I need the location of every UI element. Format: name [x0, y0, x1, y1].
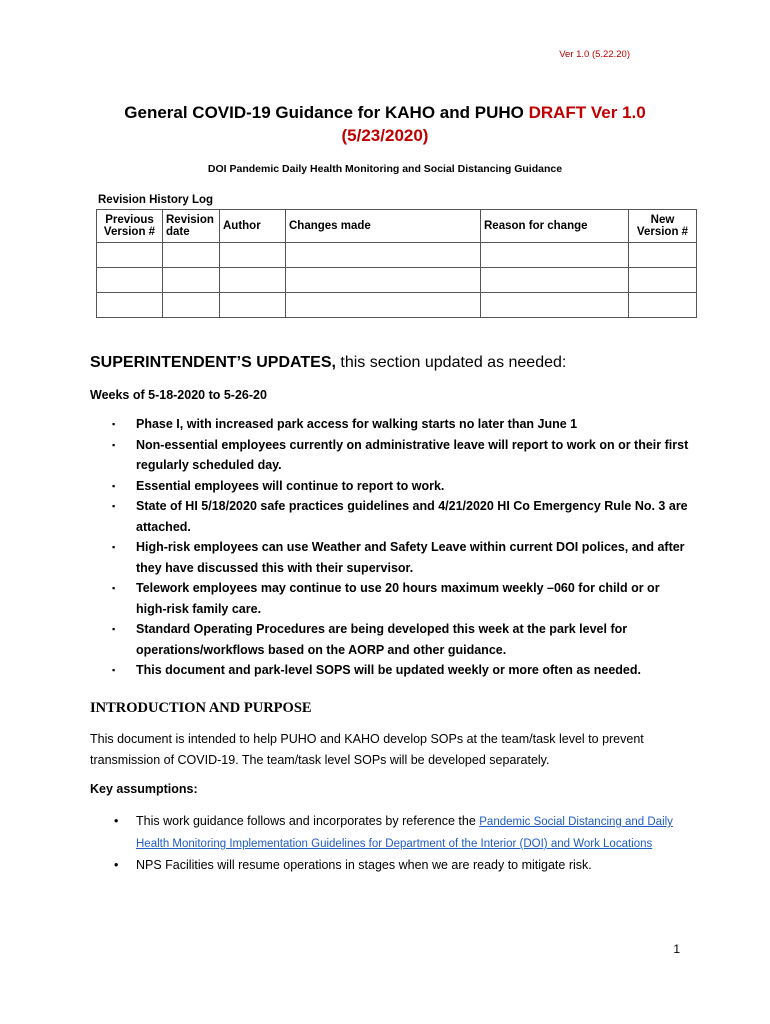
col-new-version: New Version # — [629, 210, 697, 243]
square-bullet-icon: ▪ — [112, 480, 116, 491]
col-previous-version: Previous Version # — [97, 210, 163, 243]
col-author: Author — [220, 210, 286, 243]
square-bullet-icon: ▪ — [112, 419, 116, 429]
square-bullet-icon: ▪ — [112, 665, 116, 675]
list-item-text: Phase I, with increased park access for walking starts no later than June 1 — [136, 417, 578, 431]
updates-heading-rest: this section updated as needed: — [335, 354, 567, 371]
doi-guidelines-link[interactable]: Pandemic Social Distancing and Daily Health Monitoring Implementation Guidelines for Department of the Interior (DOI) and Work Locations — [136, 816, 673, 850]
list-item-text: State of HI 5/18/2020 safe practices guidelines and 4/21/2020 HI Co Emergency Rule No. 3 are attached. — [136, 499, 688, 534]
bullet-icon: • — [114, 858, 119, 872]
table-cell — [286, 243, 481, 268]
list-item — [110, 496, 690, 537]
table-row — [97, 293, 697, 318]
table-cell — [220, 293, 286, 318]
list-item — [110, 855, 690, 876]
list-item-text: Telework employees may continue to use 20 hours maximum weekly –060 for child or or high-risk family care. — [136, 581, 660, 616]
table-cell — [481, 243, 629, 268]
key-assumptions-label: Key assumptions: — [90, 782, 198, 796]
square-bullet-icon: ▪ — [112, 542, 116, 552]
square-bullet-icon: ▪ — [112, 583, 116, 593]
list-item — [110, 619, 690, 660]
key-assumptions-list — [110, 811, 690, 876]
col-reason-for-change: Reason for change — [481, 210, 629, 243]
list-item-text: Essential employees will continue to report to work. — [136, 478, 445, 493]
table-cell — [97, 268, 163, 293]
col-changes-made: Changes made — [286, 210, 481, 243]
table-cell — [481, 268, 629, 293]
list-item-text: NPS Facilities will resume operations in stages when we are ready to mitigate risk. — [136, 858, 592, 872]
revision-log-label: Revision History Log — [98, 194, 214, 206]
list-item-text: Standard Operating Procedures are being developed this week at the park level for operations/workflows based on the AORP and other guidance. — [136, 622, 628, 657]
updates-list — [110, 414, 690, 681]
list-item — [110, 476, 690, 497]
table-cell — [220, 243, 286, 268]
table-cell — [481, 293, 629, 318]
subtitle: DOI Pandemic Daily Health Monitoring and Social Distancing Guidance — [207, 163, 563, 175]
list-item-text: High-risk employees can use Weather and Safety Leave within current DOI polices, and after they have discussed this with their supervisor. — [136, 540, 685, 575]
list-item-text: This document and park-level SOPS will be updated weekly or more often as needed. — [136, 663, 641, 677]
title-draft: DRAFT Ver 1.0 — [528, 103, 646, 122]
table-row — [97, 243, 697, 268]
page-number: 1 — [673, 942, 680, 956]
page-title — [40, 101, 730, 147]
col-revision-date: Revision date — [163, 210, 220, 243]
square-bullet-icon: ▪ — [112, 501, 116, 511]
updates-heading-bold: SUPERINTENDENT’S UPDATES, — [90, 354, 336, 371]
table-cell — [629, 293, 697, 318]
table-row — [97, 268, 697, 293]
table-cell — [286, 293, 481, 318]
title-main: General COVID-19 Guidance for KAHO and PUHO — [124, 103, 529, 122]
list-item-text: Non-essential employees currently on administrative leave will report to work on or their first regularly scheduled day. — [136, 437, 689, 472]
square-bullet-icon: ▪ — [112, 439, 116, 450]
table-cell — [286, 268, 481, 293]
bullet-icon: • — [114, 814, 119, 828]
list-item — [110, 660, 690, 681]
weeks-label: Weeks of 5-18-2020 to 5-26-20 — [90, 388, 267, 402]
table-cell — [163, 268, 220, 293]
introduction-paragraph: This document is intended to help PUHO and KAHO develop SOPs at the team/task level to prevent transmission of COVID-19. The team/task level SOPs will be developed separately. — [90, 732, 644, 767]
table-cell — [629, 268, 697, 293]
superintendent-updates-heading — [90, 354, 566, 372]
list-item — [110, 414, 690, 435]
introduction-heading: INTRODUCTION AND PURPOSE — [90, 700, 312, 716]
table-cell — [163, 293, 220, 318]
list-item — [110, 578, 690, 619]
table-cell — [629, 243, 697, 268]
table-cell — [97, 293, 163, 318]
title-date: (5/23/2020) — [341, 126, 429, 145]
table-cell — [220, 268, 286, 293]
list-item — [110, 537, 690, 578]
table-cell — [97, 243, 163, 268]
version-label: Ver 1.0 (5.22.20) — [559, 49, 630, 60]
table-header-row — [97, 210, 697, 243]
list-item — [110, 811, 690, 855]
list-item-text: This work guidance follows and incorporates by reference the — [136, 814, 480, 828]
square-bullet-icon: ▪ — [112, 624, 116, 634]
revision-history-table — [96, 209, 697, 318]
list-item — [110, 435, 690, 476]
table-cell — [163, 243, 220, 268]
